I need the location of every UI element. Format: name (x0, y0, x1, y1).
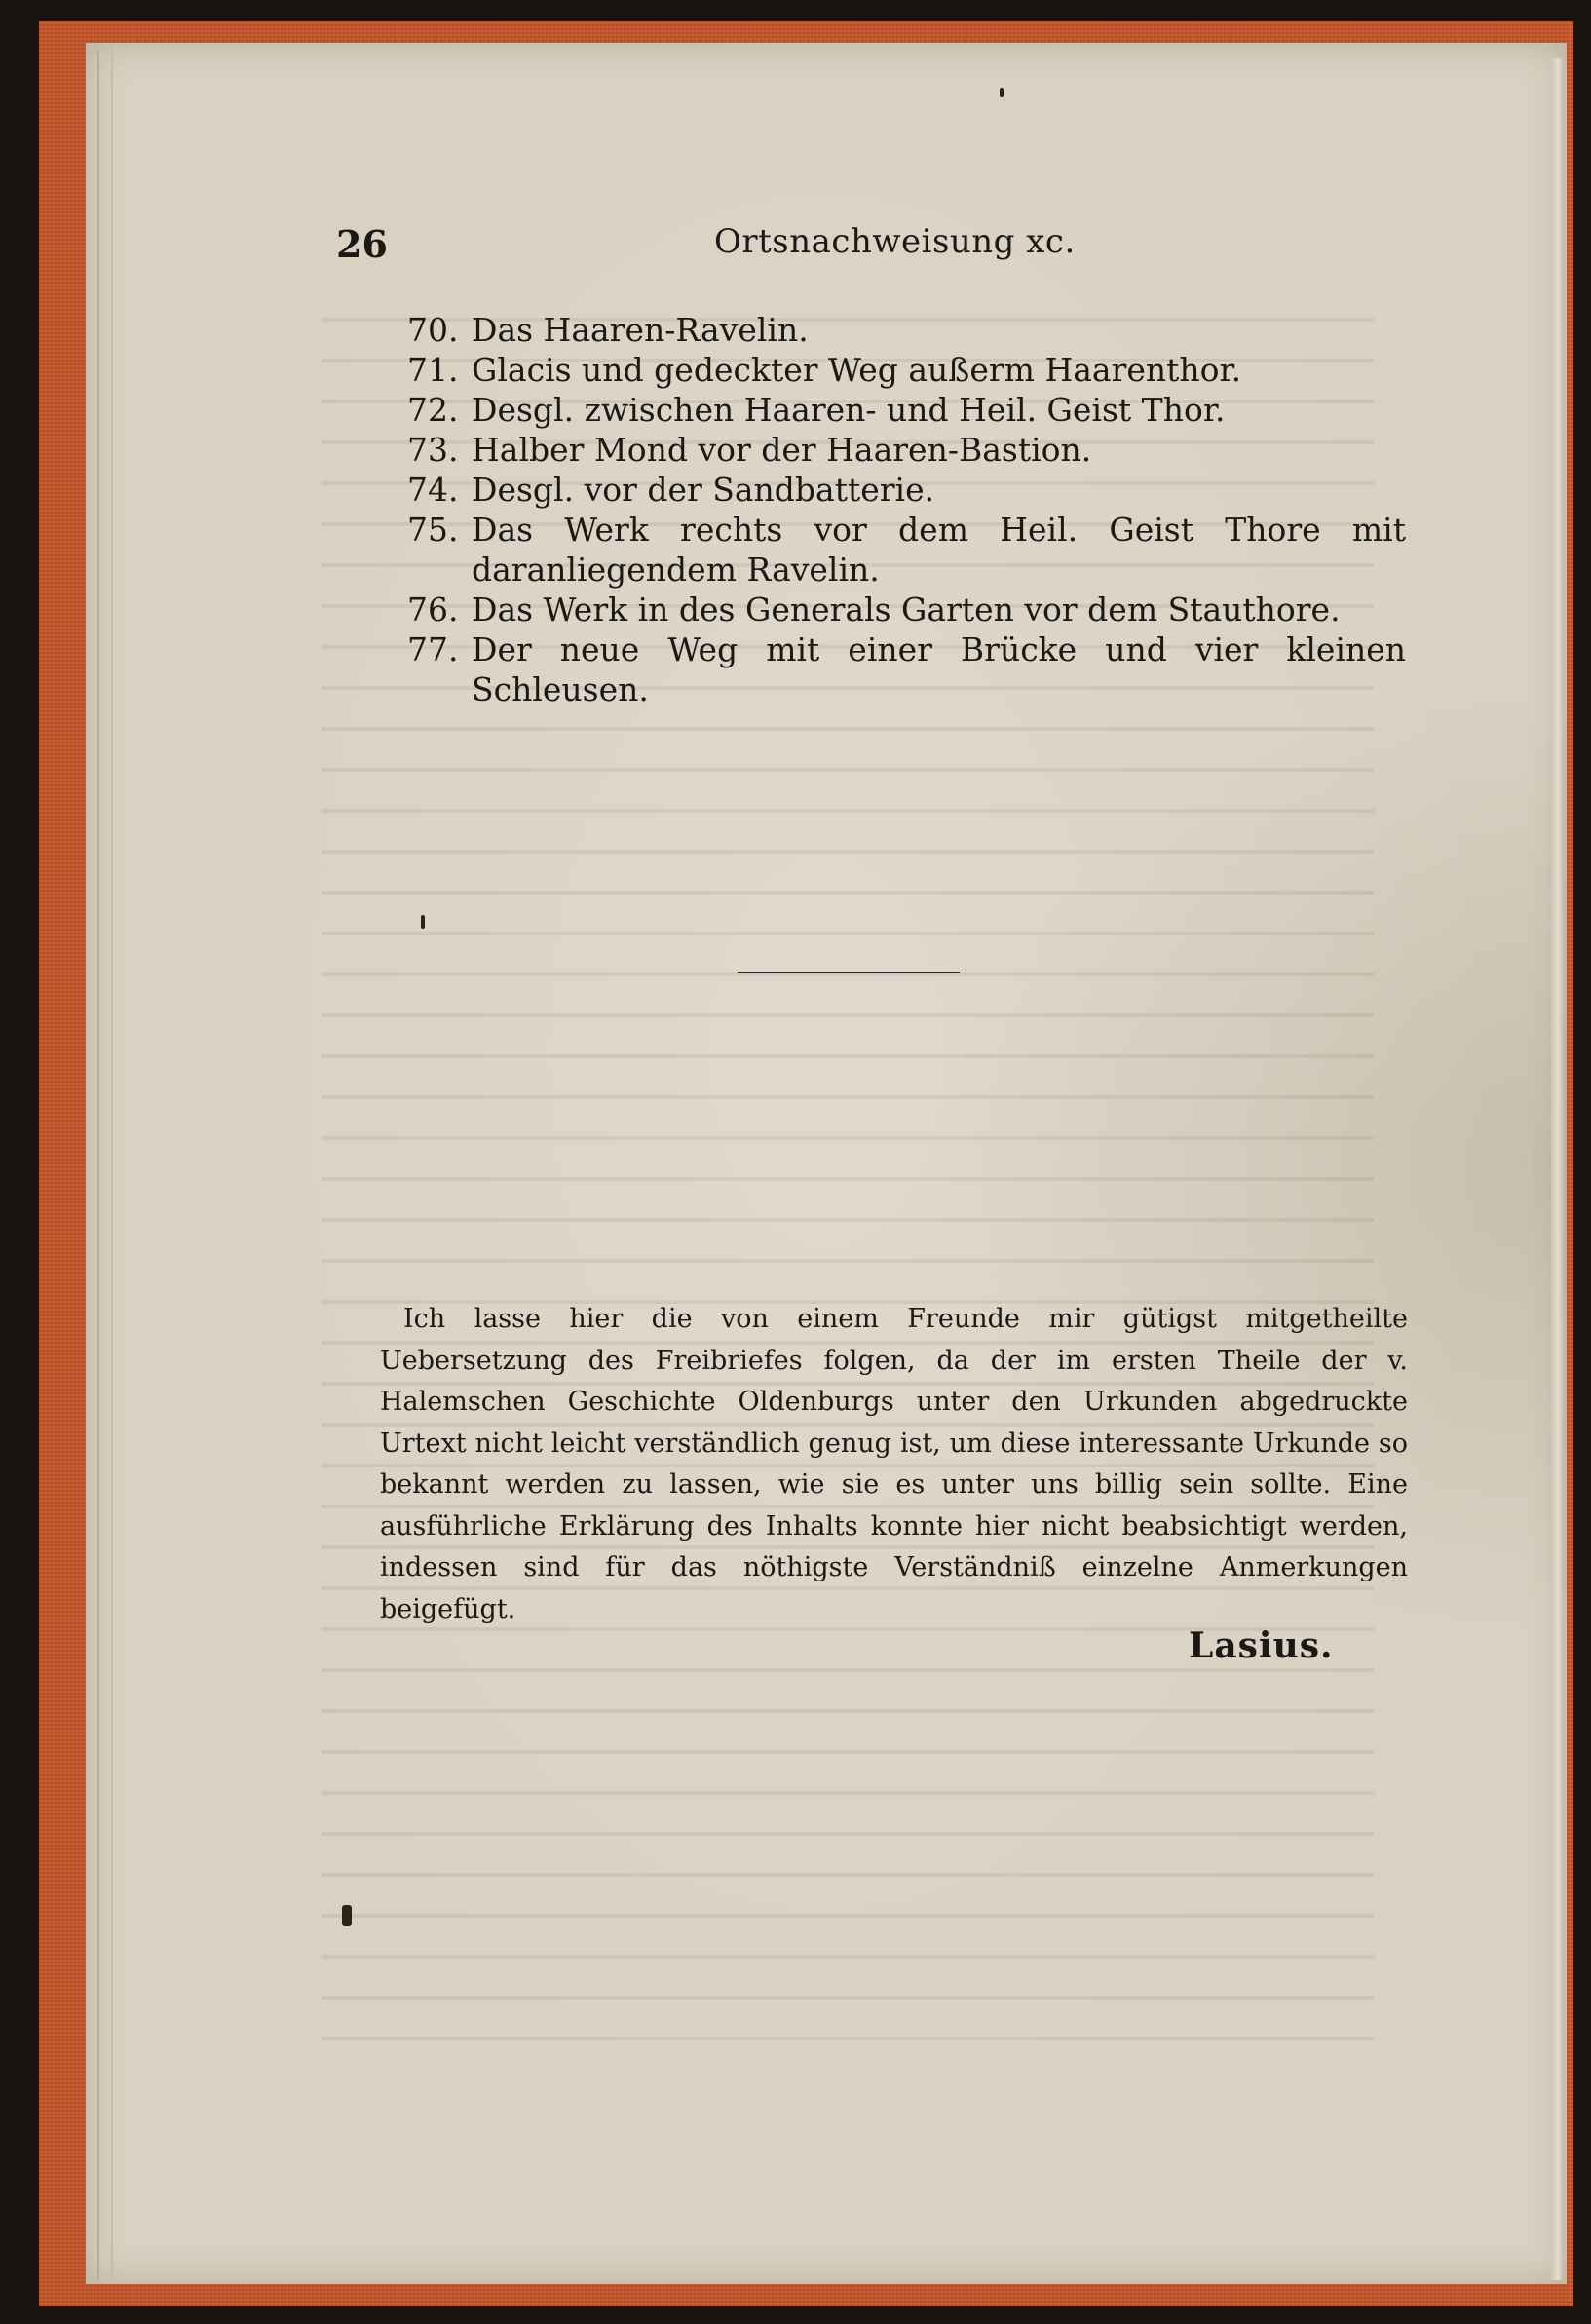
entry-number: 73. (407, 431, 459, 469)
list-item (407, 590, 1406, 629)
entry-number: 72. (407, 391, 459, 429)
ink-speck (342, 1905, 352, 1926)
entry-text: Das Haaren-Ravelin. (472, 311, 809, 349)
page-edges (97, 49, 113, 2280)
list-item (407, 350, 1406, 390)
page-gutter (1551, 58, 1565, 2280)
ink-speck (1000, 88, 1004, 97)
entry-text: Das Werk rechts vor dem Heil. Geist Thore mit daranliegendem Ravelin. (472, 511, 1406, 589)
body-paragraph: Ich lasse hier die von einem Freunde mir gütigst mitgetheilte Uebersetzung des Freibriefes folgen, da der im ersten Theile der v. Halemschen Geschichte Oldenburgs unter den Urkunden abgedruckte Urtext nicht leicht verständlich genug ist, um diese interessante Urkunde so bekannt werden zu lassen, wie sie es unter uns billig sein sollte. Eine ausführliche Erklärung des Inhalts konnte hier nicht beabsichtigt werden, indessen sind für das nöthigste Verständniß einzelne Anmerkungen beigefügt. (380, 1304, 1408, 1624)
entry-number: 71. (407, 351, 459, 389)
entry-number: 74. (407, 471, 459, 509)
page-number: 26 (336, 222, 388, 266)
entry-number: 75. (407, 511, 459, 549)
section-divider (738, 972, 960, 973)
running-head: Ortsnachweisung xc. (714, 222, 1076, 261)
entry-text: Halber Mond vor der Haaren-Bastion. (472, 431, 1092, 469)
list-item (407, 510, 1406, 590)
list-item (407, 430, 1406, 470)
entry-text: Glacis und gedeckter Weg außerm Haarenthor. (472, 351, 1242, 389)
entry-text: Desgl. vor der Sandbatterie. (472, 471, 935, 509)
list-item (407, 470, 1406, 510)
entry-number: 76. (407, 591, 459, 629)
entry-text: Desgl. zwischen Haaren- und Heil. Geist Thor. (472, 391, 1226, 429)
entry-number: 70. (407, 311, 459, 349)
entry-text: Der neue Weg mit einer Brücke und vier kleinen Schleusen. (472, 630, 1406, 708)
ink-speck (421, 915, 425, 929)
entry-number: 77. (407, 630, 459, 668)
signature: Lasius. (1189, 1625, 1334, 1666)
list-item (407, 629, 1406, 709)
list-item (407, 310, 1406, 350)
entry-text: Das Werk in des Generals Garten vor dem Stauthore. (472, 591, 1341, 629)
list-item (407, 390, 1406, 430)
entry-list (407, 310, 1406, 709)
